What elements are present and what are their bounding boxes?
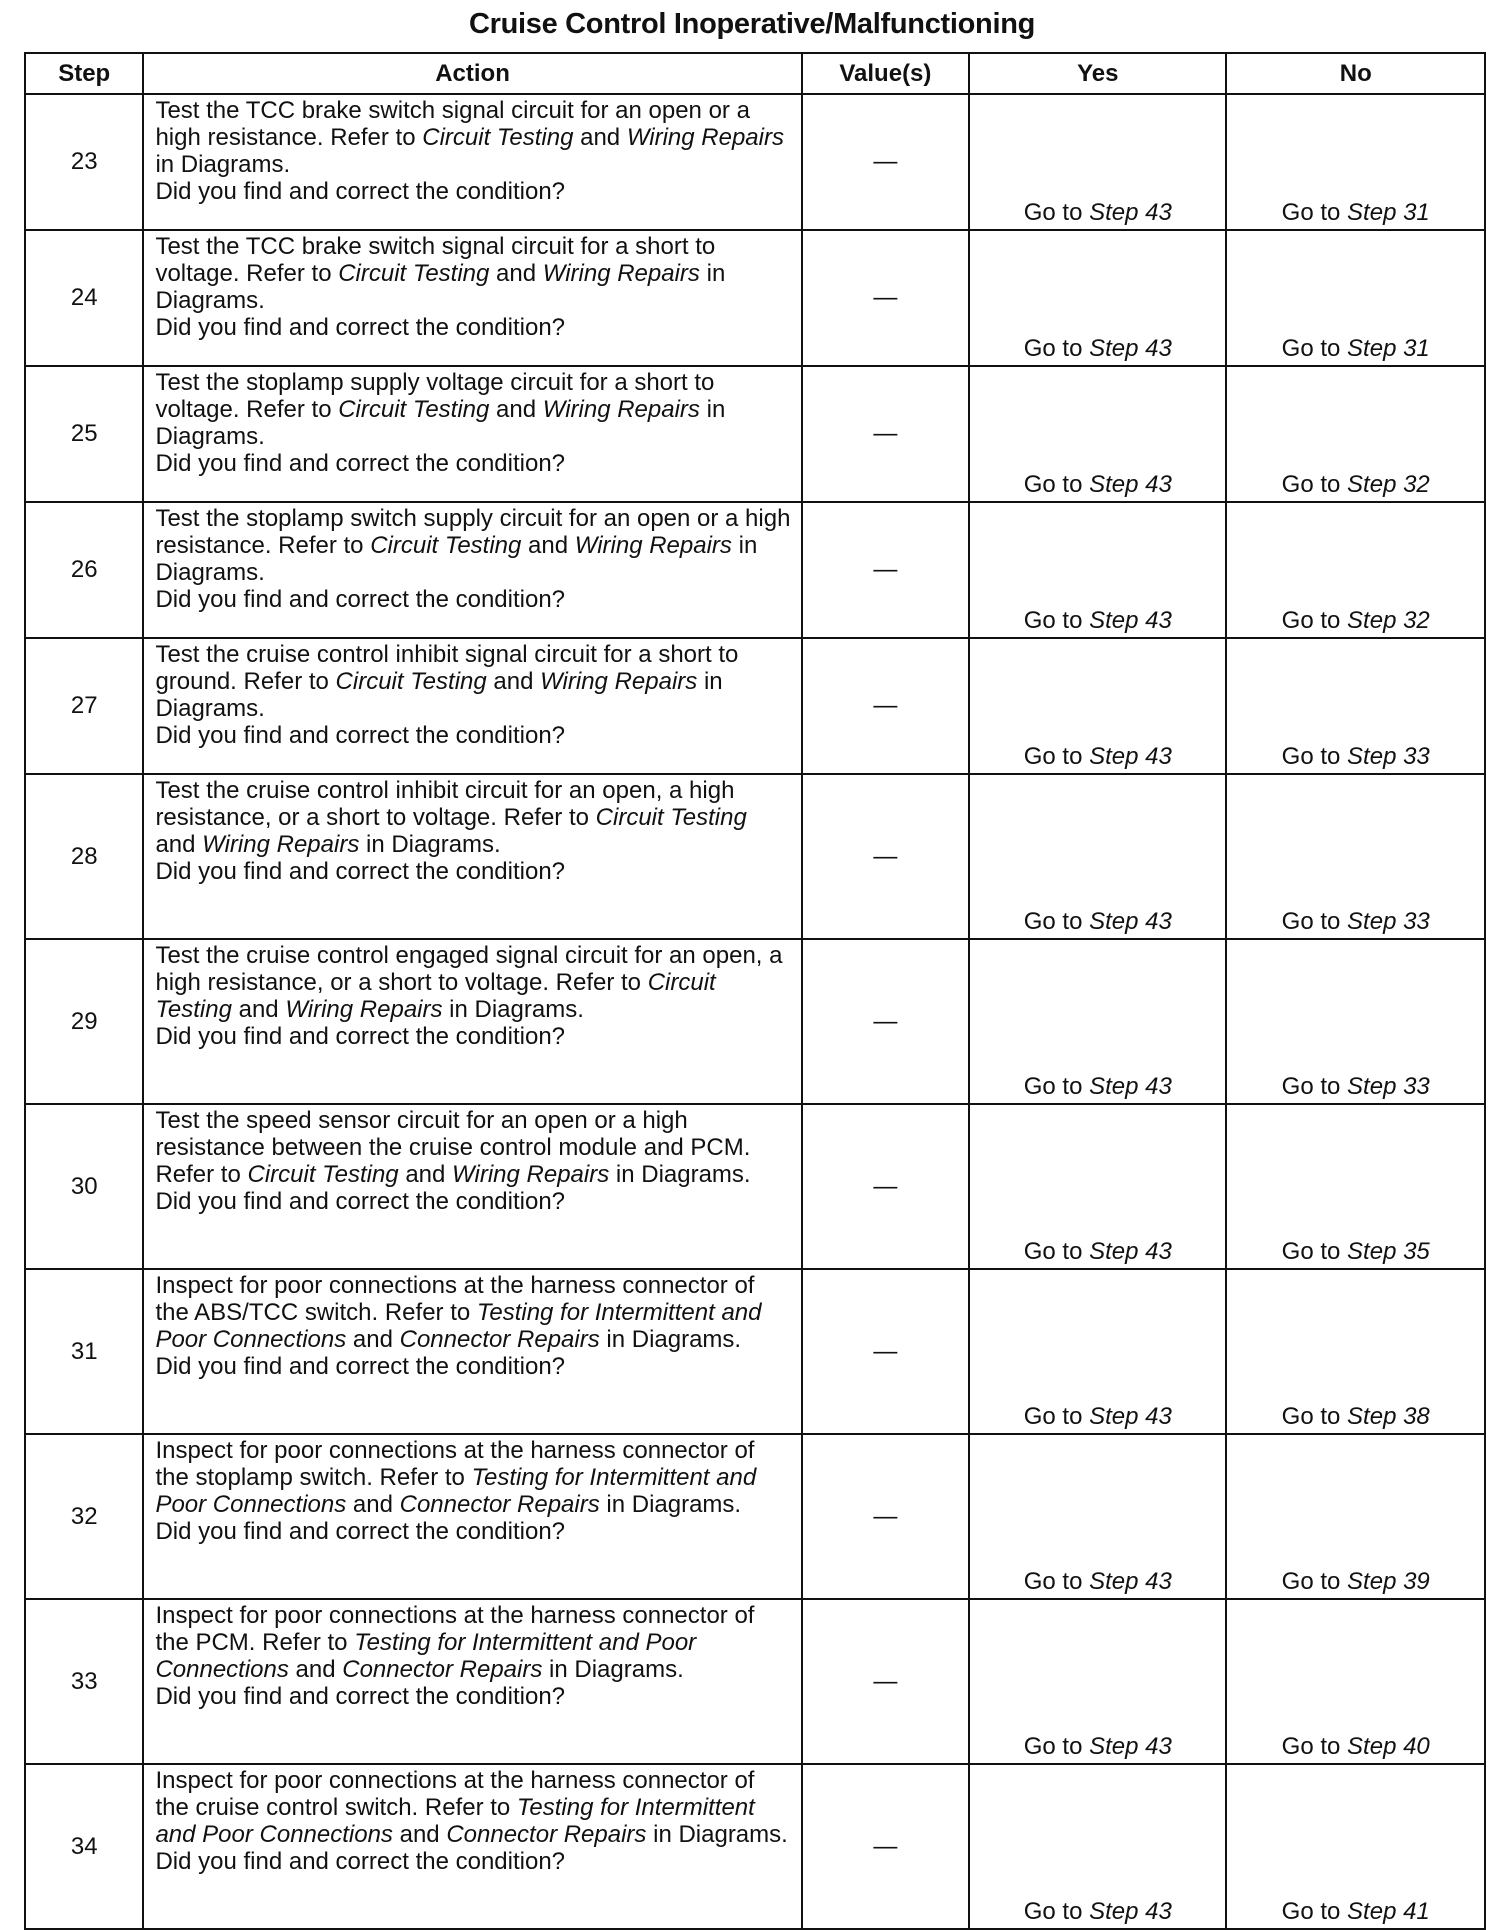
- action-text: Inspect for poor connections at the harness connector of the cruise control switch. Refer to: [155, 1767, 755, 1821]
- action-text: Inspect for poor connections at the harness connector of the PCM. Refer to: [155, 1602, 755, 1656]
- action-cell: [143, 1764, 801, 1929]
- reference-text: Wiring Repairs: [452, 1161, 610, 1188]
- yes-step-reference: Step 43: [1089, 1898, 1172, 1925]
- step-number: 24: [25, 230, 143, 366]
- action-cell: [143, 1599, 801, 1764]
- yes-cell: [969, 230, 1226, 366]
- diagnostic-table: [24, 52, 1486, 1930]
- yes-goto-text: Go to: [1023, 1238, 1090, 1265]
- action-question: Did you find and correct the condition?: [155, 1353, 566, 1380]
- reference-text: Connector Repairs: [399, 1326, 600, 1353]
- action-question: Did you find and correct the condition?: [155, 178, 566, 205]
- reference-text: Connector Repairs: [342, 1656, 543, 1683]
- action-text: in Diagrams.: [542, 1656, 684, 1683]
- no-cell: [1226, 230, 1485, 366]
- value-cell: [802, 939, 969, 1104]
- action-description: [155, 1435, 790, 1518]
- action-text: in Diagrams.: [155, 396, 726, 450]
- yes-step-reference: Step 43: [1089, 1073, 1172, 1100]
- reference-text: Wiring Repairs: [542, 396, 700, 423]
- action-text: and: [398, 1161, 453, 1188]
- action-text: in Diagrams.: [155, 151, 291, 178]
- table-header: [25, 53, 1485, 94]
- action-question: Did you find and correct the condition?: [155, 1188, 566, 1215]
- no-goto-text: Go to: [1281, 199, 1348, 226]
- reference-text: Circuit Testing: [247, 1161, 399, 1188]
- action-question: Did you find and correct the condition?: [155, 450, 566, 477]
- step-number: 33: [25, 1599, 143, 1764]
- no-step-reference: Step 32: [1347, 607, 1430, 634]
- value-dash: —: [873, 284, 898, 311]
- action-description: [155, 639, 790, 722]
- yes-goto-text: Go to: [1023, 335, 1090, 362]
- yes-cell: [969, 1104, 1226, 1269]
- no-goto-text: Go to: [1281, 1073, 1348, 1100]
- col-header-values: Value(s): [802, 53, 969, 94]
- col-header-no: No: [1226, 53, 1485, 94]
- action-text: Inspect for poor connections at the harness connector of the ABS/TCC switch. Refer to: [155, 1272, 755, 1326]
- no-step-reference: Step 31: [1347, 335, 1430, 362]
- no-goto-text: Go to: [1281, 335, 1348, 362]
- step-number: 27: [25, 638, 143, 774]
- yes-goto-text: Go to: [1023, 199, 1090, 226]
- value-dash: —: [873, 1007, 898, 1035]
- reference-text: Circuit Testing: [595, 804, 747, 831]
- no-step-reference: Step 32: [1347, 471, 1430, 498]
- yes-cell: [969, 638, 1226, 774]
- no-step-reference: Step 38: [1347, 1403, 1430, 1430]
- value-cell: [802, 1764, 969, 1929]
- value-cell: [802, 1269, 969, 1434]
- yes-step-reference: Step 43: [1089, 908, 1172, 935]
- value-dash: —: [873, 1832, 898, 1860]
- no-cell: [1226, 366, 1485, 502]
- table-row: [25, 774, 1485, 939]
- table-row: [25, 1434, 1485, 1599]
- action-question: Did you find and correct the condition?: [155, 314, 566, 341]
- step-number: 28: [25, 774, 143, 939]
- action-text: Test the cruise control inhibit circuit for an open, a high resistance, or a short to voltage. Refer to: [155, 777, 735, 831]
- yes-cell: [969, 366, 1226, 502]
- value-cell: [802, 1104, 969, 1269]
- yes-goto-text: Go to: [1023, 1073, 1090, 1100]
- yes-step-reference: Step 43: [1089, 335, 1172, 362]
- reference-text: Wiring Repairs: [285, 996, 443, 1023]
- yes-cell: [969, 1269, 1226, 1434]
- yes-goto-text: Go to: [1023, 1898, 1090, 1925]
- action-question: Did you find and correct the condition?: [155, 858, 566, 885]
- value-cell: [802, 1434, 969, 1599]
- no-goto-text: Go to: [1281, 1403, 1348, 1430]
- value-cell: [802, 366, 969, 502]
- yes-step-reference: Step 43: [1089, 1238, 1172, 1265]
- reference-text: Testing for Intermittent and Poor Connections: [155, 1629, 697, 1683]
- action-text: in Diagrams.: [442, 996, 584, 1023]
- no-goto-text: Go to: [1281, 471, 1348, 498]
- value-cell: [802, 774, 969, 939]
- action-description: [155, 95, 790, 178]
- action-text: and: [288, 1656, 343, 1683]
- yes-goto-text: Go to: [1023, 1733, 1090, 1760]
- action-cell: [143, 1104, 801, 1269]
- step-number: 31: [25, 1269, 143, 1434]
- action-question: Did you find and correct the condition?: [155, 1518, 566, 1545]
- table-row: [25, 1599, 1485, 1764]
- step-number: 25: [25, 366, 143, 502]
- page-title: Cruise Control Inoperative/Malfunctioning: [468, 8, 1036, 40]
- table-row: [25, 638, 1485, 774]
- value-dash: —: [873, 556, 898, 583]
- action-text: in Diagrams.: [646, 1821, 788, 1848]
- no-cell: [1226, 94, 1485, 230]
- step-number: 23: [25, 94, 143, 230]
- action-text: Test the stoplamp supply voltage circuit for a short to voltage. Refer to: [155, 369, 715, 423]
- action-text: Inspect for poor connections at the harness connector of the stoplamp switch. Refer to: [155, 1437, 755, 1491]
- action-description: [155, 1270, 790, 1353]
- yes-cell: [969, 1599, 1226, 1764]
- yes-step-reference: Step 43: [1089, 199, 1172, 226]
- reference-text: Testing for Intermittent and Poor Connections: [155, 1299, 762, 1353]
- action-cell: [143, 1269, 801, 1434]
- value-cell: [802, 638, 969, 774]
- no-goto-text: Go to: [1281, 1238, 1348, 1265]
- value-cell: [802, 94, 969, 230]
- action-description: [155, 503, 790, 586]
- action-description: [155, 367, 790, 450]
- action-cell: [143, 939, 801, 1104]
- action-text: in Diagrams.: [155, 260, 726, 314]
- action-text: and: [346, 1491, 400, 1518]
- no-step-reference: Step 39: [1347, 1568, 1430, 1595]
- value-cell: [802, 230, 969, 366]
- action-text: and: [392, 1821, 447, 1848]
- yes-cell: [969, 94, 1226, 230]
- action-cell: [143, 502, 801, 638]
- yes-step-reference: Step 43: [1089, 471, 1172, 498]
- no-goto-text: Go to: [1281, 1568, 1348, 1595]
- action-text: in Diagrams.: [599, 1326, 742, 1353]
- action-text: in Diagrams.: [609, 1161, 751, 1188]
- action-text: Test the TCC brake switch signal circuit for an open or a high resistance. Refer to: [155, 97, 750, 151]
- reference-text: Circuit Testing: [338, 396, 490, 423]
- action-text: and: [489, 260, 543, 287]
- action-text: Test the speed sensor circuit for an open or a high resistance between the cruise control module and PCM. Refer to: [155, 1107, 751, 1188]
- reference-text: Connector Repairs: [446, 1821, 647, 1848]
- reference-text: Wiring Repairs: [540, 668, 698, 695]
- yes-goto-text: Go to: [1023, 471, 1090, 498]
- action-text: and: [486, 668, 541, 695]
- yes-step-reference: Step 43: [1089, 607, 1172, 634]
- step-number: 30: [25, 1104, 143, 1269]
- step-number: 29: [25, 939, 143, 1104]
- no-step-reference: Step 40: [1347, 1733, 1430, 1760]
- action-question: Did you find and correct the condition?: [155, 1683, 566, 1710]
- no-goto-text: Go to: [1281, 1898, 1348, 1925]
- no-step-reference: Step 35: [1347, 1238, 1430, 1265]
- action-description: [155, 1600, 790, 1683]
- action-cell: [143, 638, 801, 774]
- action-text: Test the stoplamp switch supply circuit for an open or a high resistance. Refer to: [155, 505, 791, 559]
- value-dash: —: [873, 148, 898, 175]
- action-text: and: [155, 831, 203, 858]
- reference-text: Circuit Testing: [422, 124, 574, 151]
- action-text: and: [573, 124, 627, 151]
- yes-goto-text: Go to: [1023, 1403, 1090, 1430]
- value-dash: —: [873, 1667, 898, 1695]
- reference-text: Wiring Repairs: [202, 831, 360, 858]
- reference-text: Testing for Intermittent and Poor Connections: [155, 1464, 757, 1518]
- step-number: 34: [25, 1764, 143, 1929]
- no-cell: [1226, 1764, 1485, 1929]
- value-dash: —: [873, 1337, 898, 1365]
- action-text: in Diagrams.: [359, 831, 501, 858]
- table-row: [25, 1269, 1485, 1434]
- action-description: [155, 231, 790, 314]
- table-row: [25, 502, 1485, 638]
- action-description: [155, 1105, 790, 1188]
- no-step-reference: Step 33: [1347, 743, 1430, 770]
- no-step-reference: Step 33: [1347, 908, 1430, 935]
- no-cell: [1226, 1434, 1485, 1599]
- no-step-reference: Step 41: [1347, 1898, 1430, 1925]
- action-cell: [143, 366, 801, 502]
- table-row: [25, 230, 1485, 366]
- yes-cell: [969, 1764, 1226, 1929]
- reference-text: Circuit Testing: [155, 969, 716, 1023]
- action-cell: [143, 774, 801, 939]
- no-cell: [1226, 774, 1485, 939]
- yes-cell: [969, 774, 1226, 939]
- reference-text: Circuit Testing: [370, 532, 522, 559]
- no-goto-text: Go to: [1281, 743, 1348, 770]
- no-goto-text: Go to: [1281, 607, 1348, 634]
- yes-goto-text: Go to: [1023, 1568, 1090, 1595]
- yes-step-reference: Step 43: [1089, 743, 1172, 770]
- no-goto-text: Go to: [1281, 908, 1348, 935]
- action-text: and: [489, 396, 543, 423]
- yes-goto-text: Go to: [1023, 908, 1090, 935]
- no-step-reference: Step 33: [1347, 1073, 1430, 1100]
- action-text: in Diagrams.: [155, 668, 723, 722]
- action-description: [155, 1765, 790, 1848]
- action-text: and: [346, 1326, 400, 1353]
- table-row: [25, 94, 1485, 230]
- table-row: [25, 366, 1485, 502]
- reference-text: Wiring Repairs: [626, 124, 784, 151]
- reference-text: Connector Repairs: [399, 1491, 600, 1518]
- reference-text: Testing for Intermittent and Poor Connections: [155, 1794, 755, 1848]
- action-cell: [143, 1434, 801, 1599]
- table-row: [25, 1764, 1485, 1929]
- no-cell: [1226, 638, 1485, 774]
- reference-text: Wiring Repairs: [574, 532, 732, 559]
- reference-text: Circuit Testing: [335, 668, 487, 695]
- value-dash: —: [873, 842, 898, 870]
- no-cell: [1226, 502, 1485, 638]
- table-row: [25, 1104, 1485, 1269]
- reference-text: Circuit Testing: [338, 260, 490, 287]
- value-dash: —: [873, 1172, 898, 1200]
- value-dash: —: [873, 420, 898, 447]
- yes-step-reference: Step 43: [1089, 1733, 1172, 1760]
- yes-cell: [969, 502, 1226, 638]
- yes-step-reference: Step 43: [1089, 1403, 1172, 1430]
- action-text: and: [521, 532, 575, 559]
- action-text: and: [231, 996, 286, 1023]
- yes-cell: [969, 1434, 1226, 1599]
- action-description: [155, 775, 790, 858]
- value-cell: [802, 1599, 969, 1764]
- action-text: Test the cruise control inhibit signal circuit for a short to ground. Refer to: [155, 641, 739, 695]
- col-header-step: Step: [25, 53, 143, 94]
- no-cell: [1226, 1269, 1485, 1434]
- yes-step-reference: Step 43: [1089, 1568, 1172, 1595]
- value-dash: —: [873, 1502, 898, 1530]
- no-cell: [1226, 939, 1485, 1104]
- action-question: Did you find and correct the condition?: [155, 1848, 566, 1875]
- col-header-action: Action: [143, 53, 801, 94]
- value-dash: —: [873, 692, 898, 719]
- action-question: Did you find and correct the condition?: [155, 1023, 566, 1050]
- table-body: [25, 94, 1485, 1929]
- yes-goto-text: Go to: [1023, 607, 1090, 634]
- action-description: [155, 940, 790, 1023]
- action-text: in Diagrams.: [599, 1491, 742, 1518]
- value-cell: [802, 502, 969, 638]
- action-question: Did you find and correct the condition?: [155, 722, 566, 749]
- action-text: in Diagrams.: [155, 532, 758, 586]
- yes-cell: [969, 939, 1226, 1104]
- action-text: Test the cruise control engaged signal circuit for an open, a high resistance, or a short to voltage. Refer to: [155, 942, 783, 996]
- col-header-yes: Yes: [969, 53, 1226, 94]
- header-row: [25, 53, 1485, 94]
- step-number: 32: [25, 1434, 143, 1599]
- no-step-reference: Step 31: [1347, 199, 1430, 226]
- action-cell: [143, 230, 801, 366]
- yes-goto-text: Go to: [1023, 743, 1090, 770]
- no-cell: [1226, 1599, 1485, 1764]
- action-text: Test the TCC brake switch signal circuit for a short to voltage. Refer to: [155, 233, 716, 287]
- action-cell: [143, 94, 801, 230]
- step-number: 26: [25, 502, 143, 638]
- action-question: Did you find and correct the condition?: [155, 586, 566, 613]
- no-cell: [1226, 1104, 1485, 1269]
- no-goto-text: Go to: [1281, 1733, 1348, 1760]
- reference-text: Wiring Repairs: [542, 260, 700, 287]
- table-row: [25, 939, 1485, 1104]
